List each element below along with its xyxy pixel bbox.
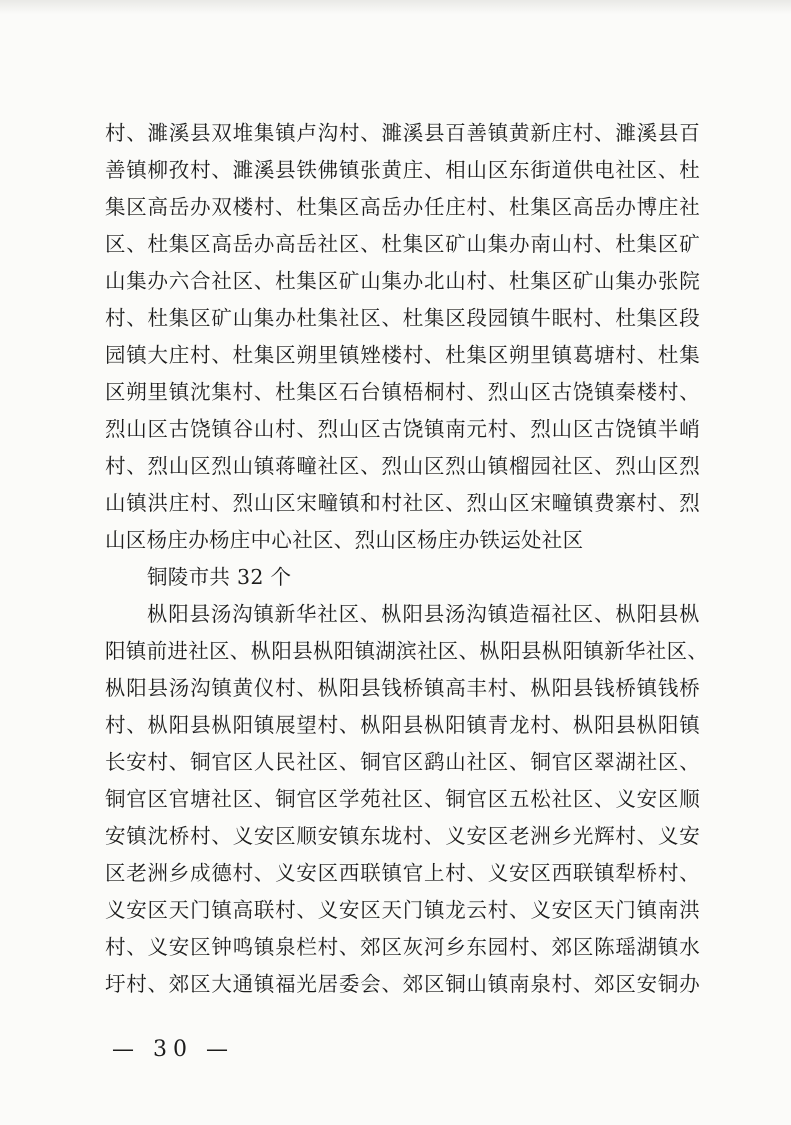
text-line: 园镇大庄村、杜集区朔里镇矬楼村、杜集区朔里镇葛塘村、杜集: [105, 343, 700, 367]
text-line: 村、烈山区烈山镇蒋疃社区、烈山区烈山镇榴园社区、烈山区烈: [105, 454, 700, 478]
text-line: 区、杜集区高岳办高岳社区、杜集区矿山集办南山村、杜集区矿: [105, 232, 700, 256]
text-line: 山集办六合社区、杜集区矿山集办北山村、杜集区矿山集办张院: [105, 269, 700, 293]
text-line: 山区杨庄办杨庄中心社区、烈山区杨庄办铁运处社区: [105, 528, 584, 552]
text-line: 铜官区官塘社区、铜官区学苑社区、铜官区五松社区、义安区顺: [105, 787, 700, 811]
text-line: 善镇柳孜村、濉溪县铁佛镇张黄庄、相山区东街道供电社区、杜: [105, 158, 700, 182]
text-line: 枞阳县汤沟镇新华社区、枞阳县汤沟镇造福社区、枞阳县枞: [147, 602, 700, 626]
text-line: 阳镇前进社区、枞阳县枞阳镇湖滨社区、枞阳县枞阳镇新华社区、: [105, 639, 709, 663]
text-line: 集区高岳办双楼村、杜集区高岳办任庄村、杜集区高岳办博庄社: [105, 195, 700, 219]
page-number: — 30 —: [112, 1037, 234, 1062]
body-text: [105, 115, 709, 1003]
section-heading: 铜陵市共 32 个: [147, 565, 292, 589]
text-line: 山镇洪庄村、烈山区宋疃镇和村社区、烈山区宋疃镇费寨村、烈: [105, 491, 700, 515]
text-line: 区老洲乡成德村、义安区西联镇官上村、义安区西联镇犁桥村、: [105, 861, 700, 885]
text-line: 村、枞阳县枞阳镇展望村、枞阳县枞阳镇青龙村、枞阳县枞阳镇: [105, 713, 700, 737]
text-line: 村、杜集区矿山集办杜集社区、杜集区段园镇牛眠村、杜集区段: [105, 306, 700, 330]
text-line: 圩村、郊区大通镇福光居委会、郊区铜山镇南泉村、郊区安铜办: [105, 972, 700, 996]
scan-edge-shadow: [0, 0, 791, 14]
text-line: 烈山区古饶镇谷山村、烈山区古饶镇南元村、烈山区古饶镇半峭: [105, 417, 700, 441]
text-line: 长安村、铜官区人民社区、铜官区鹞山社区、铜官区翠湖社区、: [105, 750, 700, 774]
text-line: 义安区天门镇高联村、义安区天门镇龙云村、义安区天门镇南洪: [105, 898, 700, 922]
text-line: 区朔里镇沈集村、杜集区石台镇梧桐村、烈山区古饶镇秦楼村、: [105, 380, 700, 404]
text-line: 村、濉溪县双堆集镇卢沟村、濉溪县百善镇黄新庄村、濉溪县百: [105, 121, 700, 145]
text-line: 枞阳县汤沟镇黄仪村、枞阳县钱桥镇高丰村、枞阳县钱桥镇钱桥: [105, 676, 700, 700]
text-line: 村、义安区钟鸣镇泉栏村、郊区灰河乡东园村、郊区陈瑶湖镇水: [105, 935, 700, 959]
text-line: 安镇沈桥村、义安区顺安镇东垅村、义安区老洲乡光辉村、义安: [105, 824, 700, 848]
